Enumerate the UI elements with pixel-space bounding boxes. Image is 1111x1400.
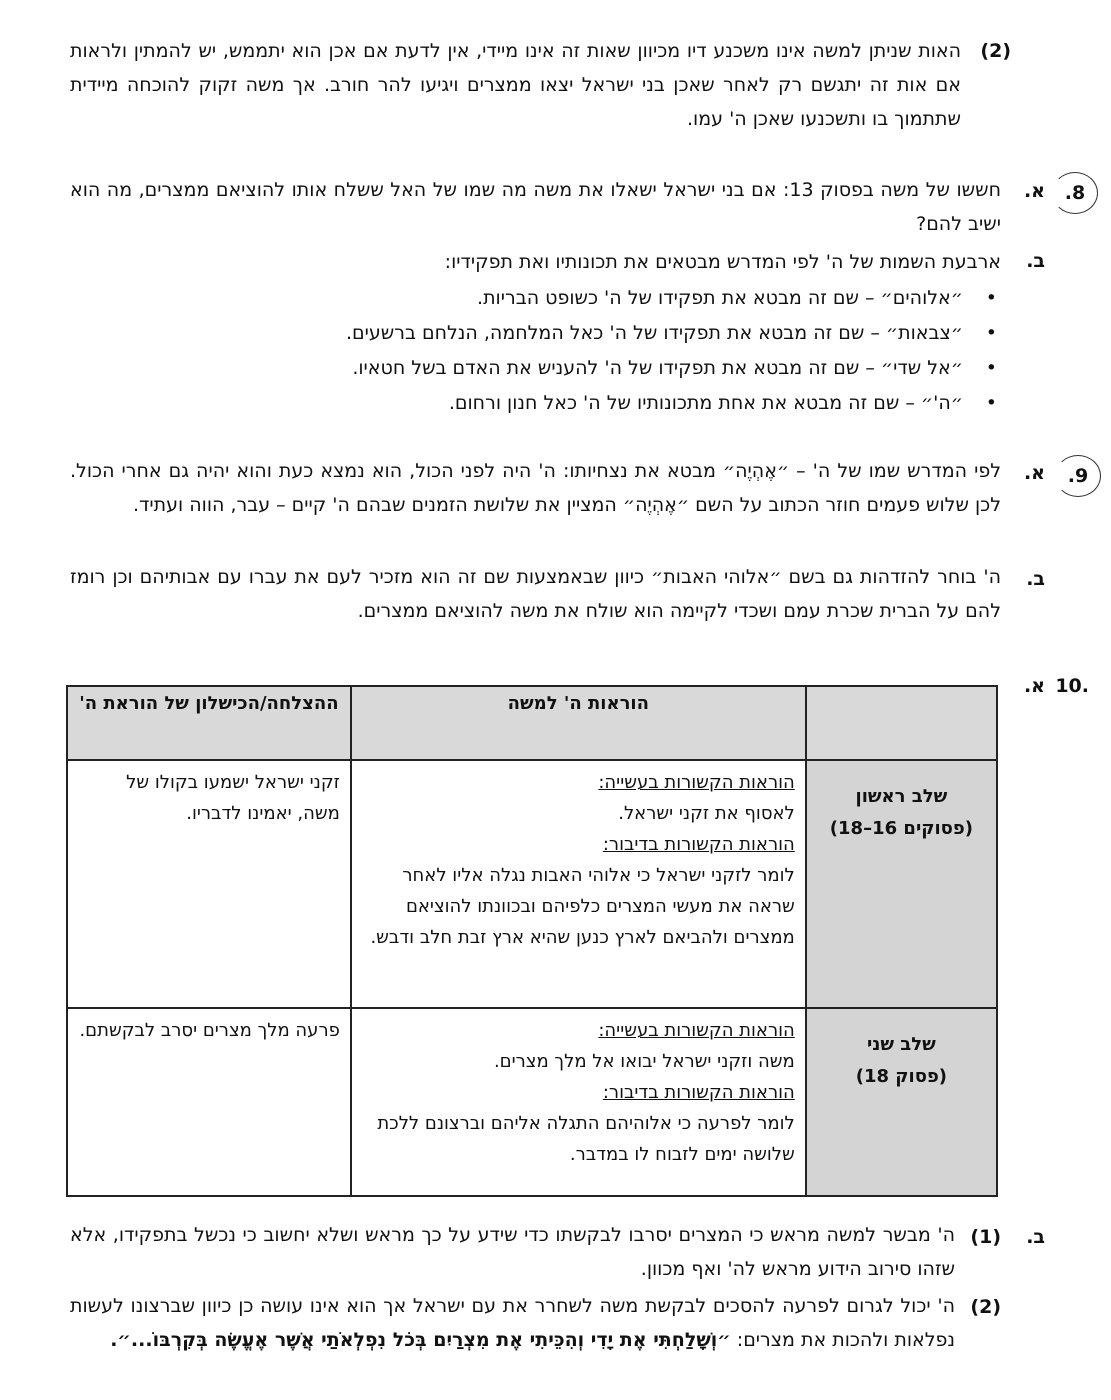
q10b2-quote: ״וְשָׁלַחְתִּי אֶת יָדִי וְהִכֵּיתִי אֶת מִצְרַיִם בְּכֹל נִפְלְאֹתַי אֲשֶׁר אֶעֱשֶׂה בְּקִרְבּוֹ...״. — [110, 1329, 731, 1351]
list-item — [70, 351, 1001, 386]
speech-text: לומר לזקני ישראל כי אלוהי האבות נגלה אליו לאחר שראה את מעשי המצרים כלפיהם ובכוונתו להוציאם ממצרים ולהביאם לארץ כנען שהיא ארץ זבת חלב ודבש. — [370, 865, 795, 948]
q8a-label: א. — [1023, 180, 1045, 202]
q10-number: .10 — [1055, 675, 1089, 697]
table-row — [67, 1008, 997, 1196]
q8-number-circle — [1052, 172, 1098, 214]
table-header-row — [67, 686, 997, 760]
q8a-text: חששו של משה בפסוק 13: אם בני ישראל ישאלו את משה מה שמו של האל ששלח אותו להוציאם ממצרים, מה הוא ישיב להם? — [70, 179, 1002, 235]
speech-text: לומר לפרעה כי אלוהיהם התגלה אליהם וברצונם ללכת שלושה ימים לזבוח לו במדבר. — [377, 1113, 795, 1165]
q10a-label: א. — [1023, 675, 1045, 697]
speech-title: הוראות הקשורות בדיבור: — [602, 834, 795, 855]
result-cell: זקני ישראל ישמעו בקולו של משה, יאמינו לדבריו. — [67, 760, 351, 1008]
bullet-text: ״אלוהים״ – שם זה מבטא את תפקידו של ה' כשופט הבריות. — [477, 287, 963, 309]
q10b-label: ב. — [1026, 1226, 1045, 1248]
action-title: הוראות הקשורות בעשייה: — [598, 1020, 795, 1041]
action-text: לאסוף את זקני ישראל. — [618, 803, 795, 824]
instructions-cell — [351, 760, 806, 1008]
table-row — [67, 760, 997, 1008]
q8-number: .8 — [1064, 182, 1086, 204]
action-text: משה וזקני ישראל יבואו אל מלך מצרים. — [493, 1051, 795, 1072]
list-item — [70, 316, 1001, 351]
q10b2-text — [70, 1289, 955, 1357]
bullet-icon: • — [985, 287, 997, 309]
q9b-label: ב. — [1026, 568, 1045, 590]
stage-name: שלב שני — [866, 1034, 936, 1055]
list-item — [70, 386, 1001, 421]
q10b1-number: (1) — [970, 1226, 1001, 1248]
action-title: הוראות הקשורות בעשייה: — [598, 772, 795, 793]
bullet-icon: • — [985, 392, 997, 414]
bullet-icon: • — [985, 322, 997, 344]
bullet-text: ״ה'״ – שם זה מבטא את אחת מתכונותיו של ה' כאל חנון ורחום. — [448, 392, 963, 414]
q8b-text: ארבעת השמות של ה' לפי המדרש מבטאים את תכונותיו ואת תפקידיו: — [444, 251, 1001, 273]
q9-number-circle — [1055, 455, 1101, 497]
table-header-instructions: הוראות ה' למשה — [351, 686, 806, 760]
q7b2-text: האות שניתן למשה אינו משכנע דיו מכיוון שאות זה אינו מיידי, אין לדעת אם אכן הוא יתממש, יש להמתין ולראות אם אות זה יתגשם רק לאחר שאכן בני ישראל יצאו ממצרים ויגיעו להר חורב. אך משה זקוק להוכחה מיידית שתתמוך בו ותשכנעו שאכן ה' עמו. — [70, 40, 961, 130]
bullet-text: ״אל שדי״ – שם זה מבטא את תפקידו של ה' להעניש את האדם בשל חטאיו. — [352, 357, 963, 379]
q9a-text: לפי המדרש שמו של ה' – ״אֶהְיֶה״ מבטא את נצחיותו: ה' היה לפני הכול, הוא נמצא כעת והוא יהיה גם אחרי הכול. לכן שלוש פעמים חוזר הכתוב על השם ״אֶהְיֶה״ המציין את שלושת הזמנים שבהם ה' קיים – עבר, הווה ועתיד. — [70, 460, 1001, 516]
q9b-text: ה' בוחר להזדהות גם בשם ״אלוהי האבות״ כיוון שבאמצעות שם זה הוא מזכיר לעם את עברו עם אבותיהם וכן רומז להם על הברית שכרת עמם ושכדי לקיימה הוא שולח את משה להוציאם ממצרים. — [70, 566, 1001, 622]
q8b-bullet-list — [70, 281, 1001, 421]
q10b1-text: ה' מבשר למשה מראש כי המצרים יסרבו לבקשתו כדי שידע על כך מראש ושלא יחשוב כי נכשל בתפקידו, אלא שזהו סירוב הידוע מראש לה' ואף מכוון. — [70, 1224, 955, 1280]
list-item — [70, 281, 1001, 316]
q7b2-number: (2) — [980, 40, 1011, 62]
table-header-result: ההצלחה/הכישלון של הוראת ה' — [67, 686, 351, 760]
result-cell: פרעה מלך מצרים יסרב לבקשתם. — [67, 1008, 351, 1196]
stage-verses: (פסוק 18) — [855, 1066, 948, 1087]
stage-cell — [806, 1008, 997, 1196]
q8b-label: ב. — [1026, 250, 1045, 272]
table-header-stage — [806, 686, 997, 760]
instructions-table — [66, 685, 998, 1197]
stage-cell — [806, 760, 997, 1008]
bullet-text: ״צבאות״ – שם זה מבטא את תפקידו של ה' כאל המלחמה, הנלחם ברשעים. — [345, 322, 963, 344]
q10b2-number: (2) — [970, 1296, 1001, 1318]
stage-verses: (פסוקים 16–18) — [829, 818, 973, 839]
bullet-icon: • — [985, 357, 997, 379]
q9-number: .9 — [1067, 465, 1089, 487]
q10b2-body: ה' יכול לגרום לפרעה להסכים לבקשת משה לשחרר את עם ישראל אך הוא אינו עושה כן כיוון שברצונו לעשות נפלאות ולהכות את מצרים: — [70, 1295, 955, 1351]
speech-title: הוראות הקשורות בדיבור: — [602, 1082, 795, 1103]
stage-name: שלב ראשון — [855, 786, 948, 807]
instructions-cell — [351, 1008, 806, 1196]
q9a-label: א. — [1023, 462, 1045, 484]
